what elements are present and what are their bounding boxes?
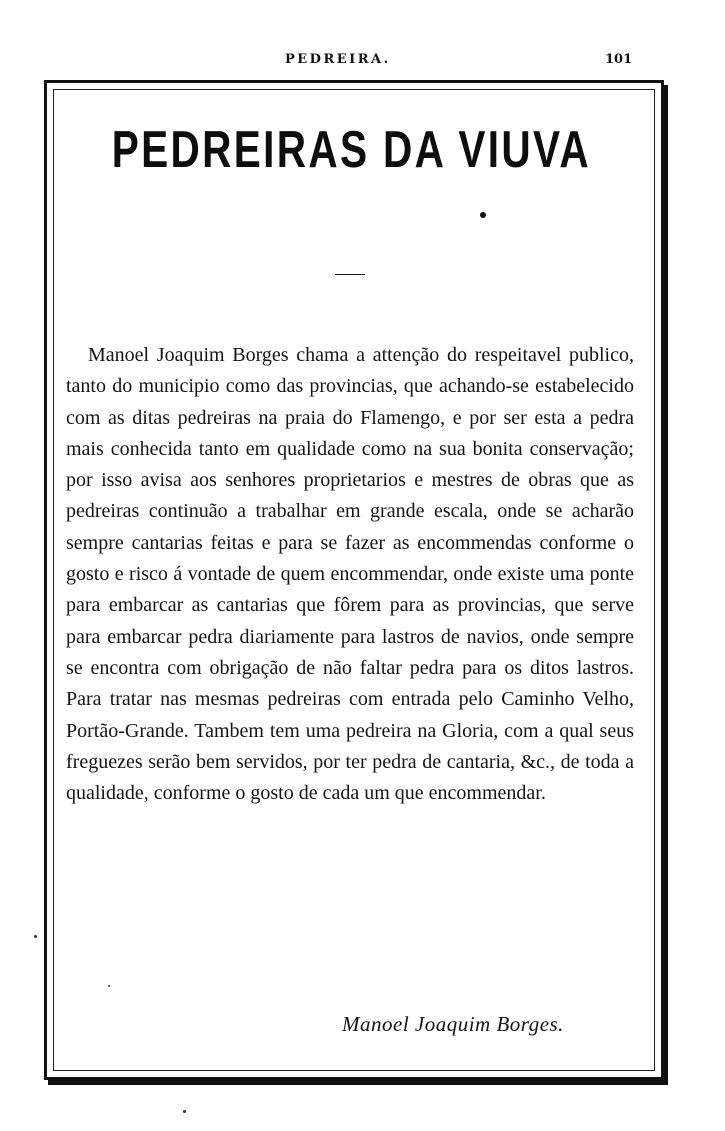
page-number: 101: [605, 52, 633, 67]
section-title: PEDREIRA.: [285, 52, 391, 67]
advertisement-body: [66, 340, 634, 809]
print-speck: [108, 985, 110, 987]
print-speck: [34, 935, 37, 938]
advertisement-body-text: Manoel Joaquim Borges chama a attenção do respeitavel publico, tanto do municipio como das provincias, que achando-se estabelecido com as ditas pedreiras na praia do Flamengo, e por ser esta a pedra mais conhecida tanto em qualidade como na sua bonita conservação; por isso avisa aos senhores proprietarios e mestres de obras que as pedreiras continuão a trabalhar em grande escala, onde se acharão sempre cantarias feitas e para se fazer as encommendas conforme o gosto e risco á vontade de quem encommendar, onde existe uma ponte para embarcar as cantarias que fôrem para as provincias, que serve para embarcar pedra diariamente para lastros de navios, onde sempre se encontra com obrigação de não faltar pedra para os ditos lastros. Para tratar nas mesmas pedreiras com entrada pelo Caminho Velho, Portão-Grande. Tambem tem uma pedreira na Gloria, com a qual seus freguezes serão bem servidos, por ter pedra de cantaria, &c., de toda a qualidade, conforme o gosto de cada um que encommendar.: [66, 344, 634, 805]
separator-rule: [335, 274, 365, 275]
running-head: [0, 52, 725, 72]
print-speck: [183, 1110, 186, 1113]
ornament-dot: [480, 212, 486, 218]
advertisement-heading: PEDREIRAS DA VIUVA: [111, 121, 592, 179]
advertiser-signature: Manoel Joaquim Borges.: [342, 1012, 564, 1036]
